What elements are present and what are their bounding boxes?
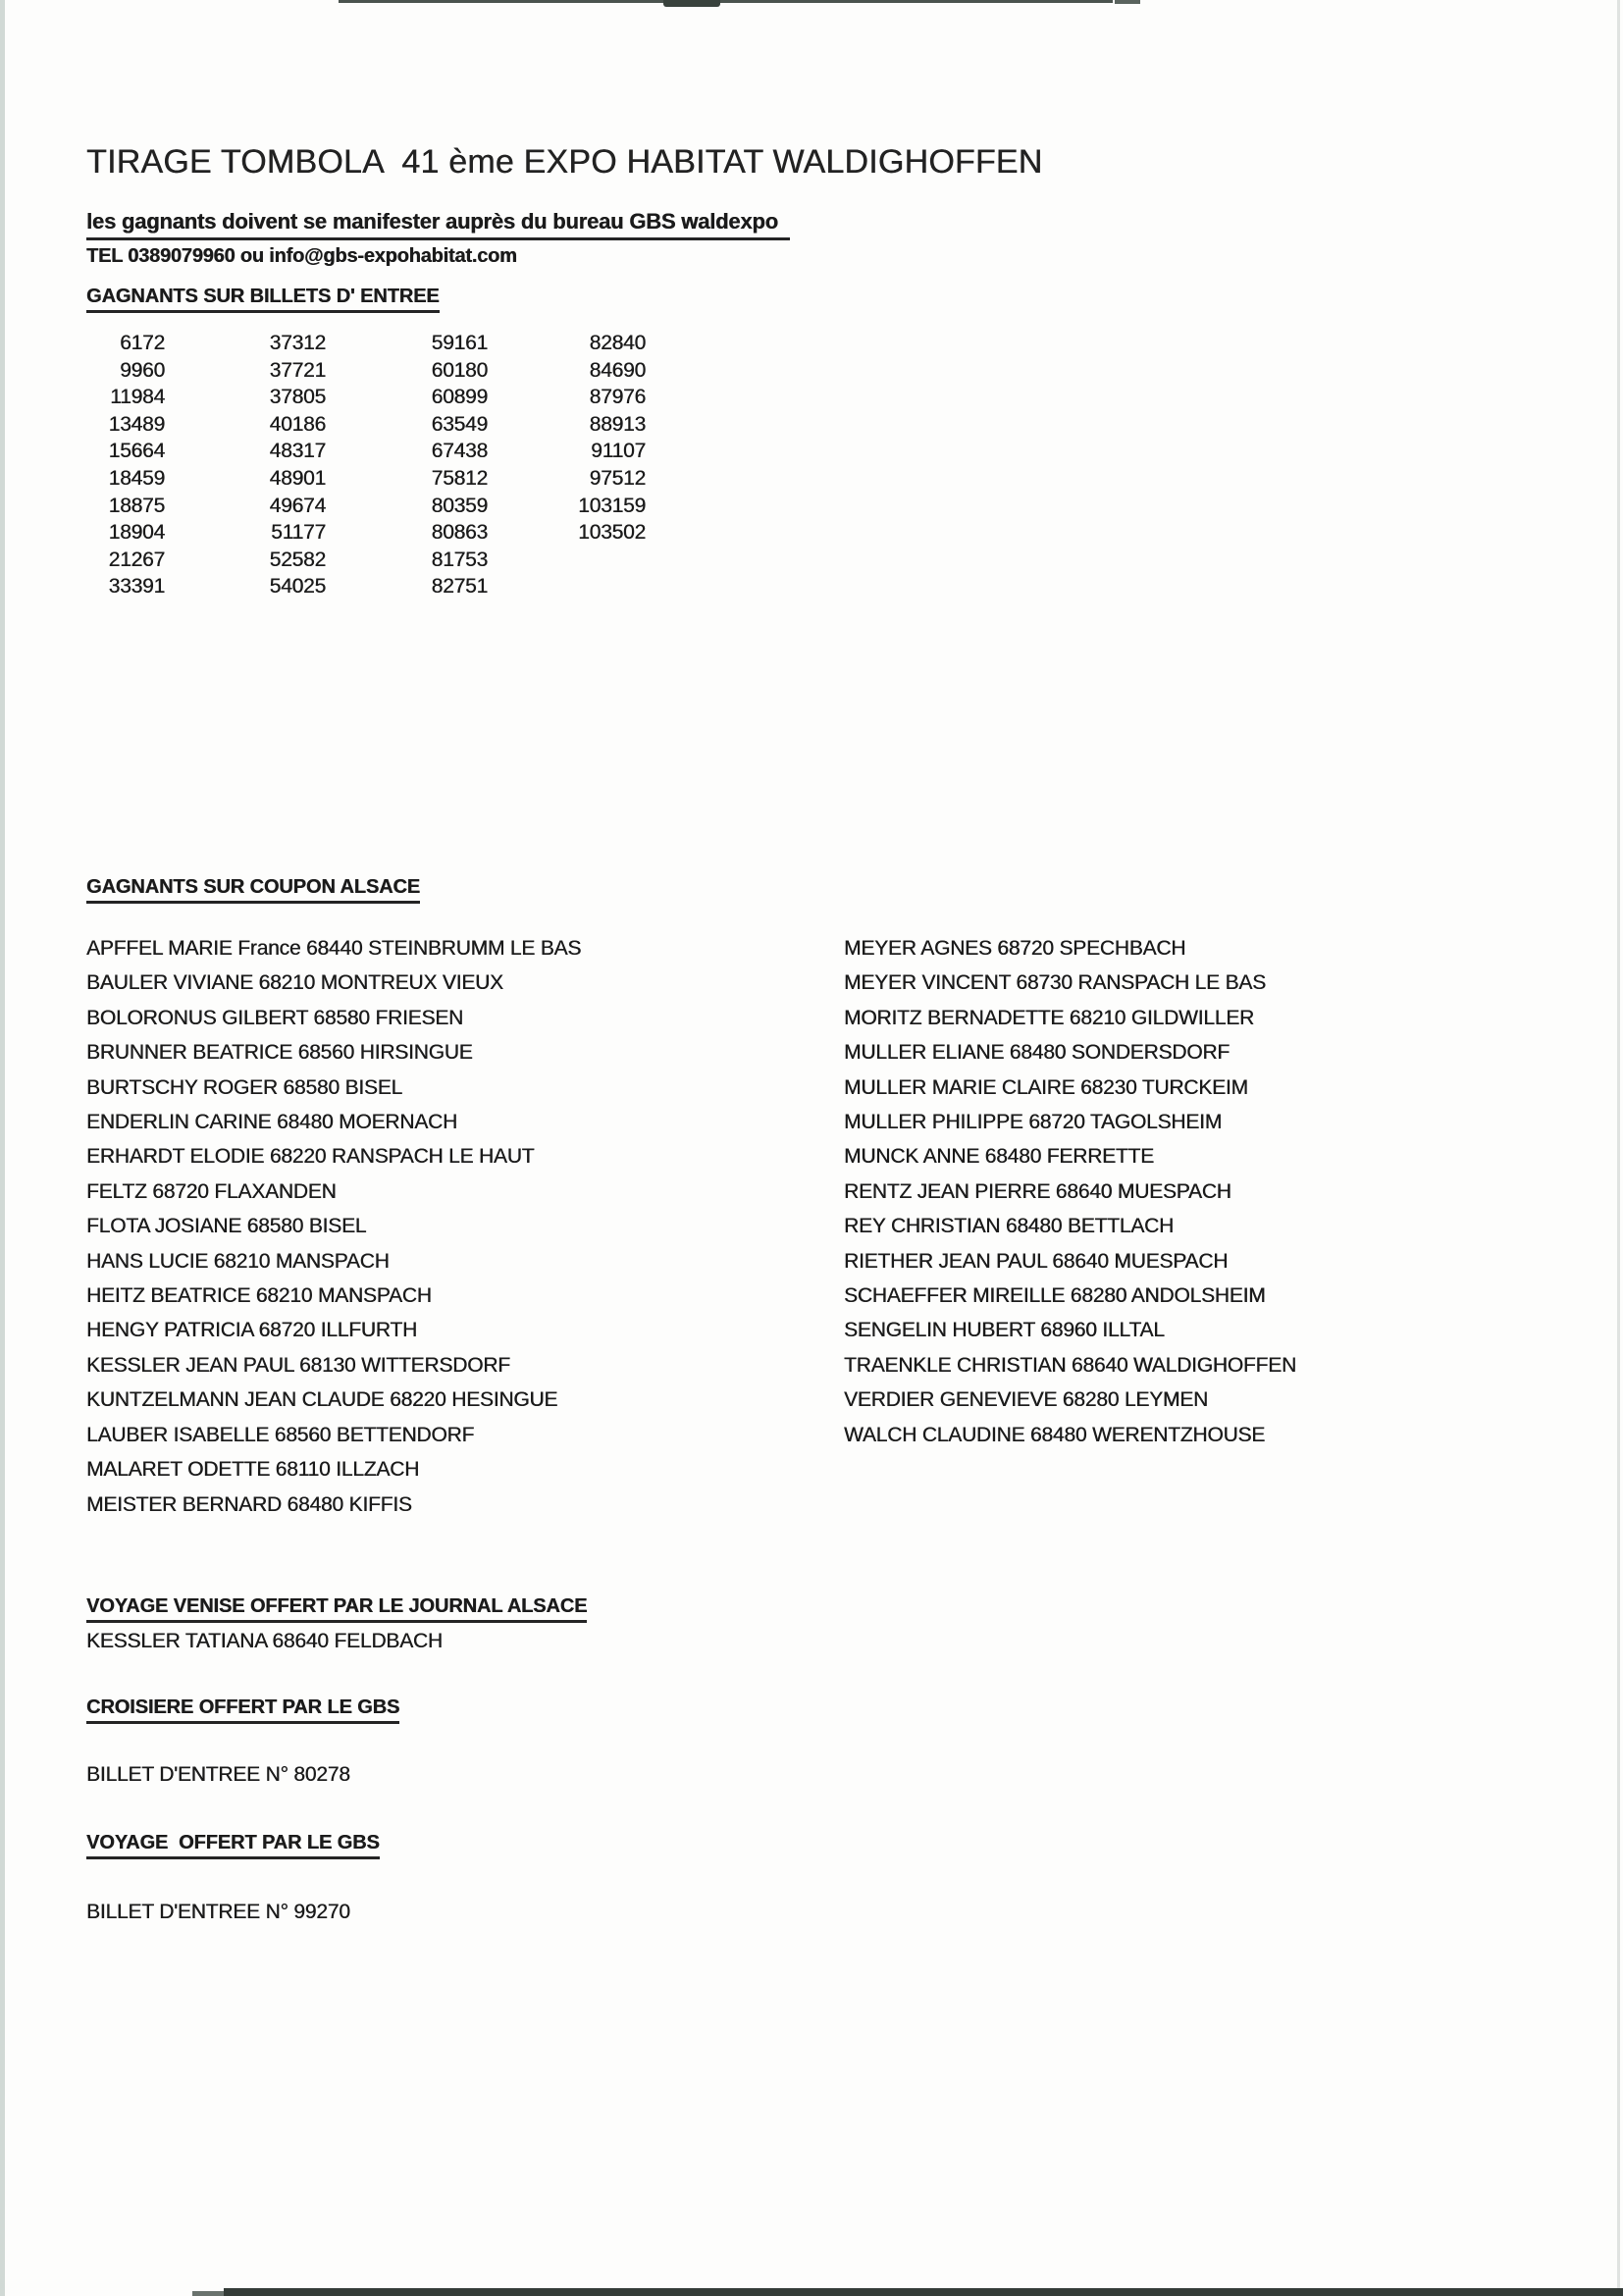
ticket-number: 67438 [431, 440, 488, 463]
coupon-winner: FELTZ 68720 FLAXANDEN [86, 1179, 337, 1203]
ticket-number-column [67, 330, 165, 600]
coupon-winner: MEISTER BERNARD 68480 KIFFIS [86, 1492, 412, 1516]
coupon-winner: ENDERLIN CARINE 68480 MOERNACH [86, 1111, 457, 1134]
coupon-winner: SCHAEFFER MIREILLE 68280 ANDOLSHEIM [844, 1284, 1266, 1308]
ticket-number: 103159 [578, 494, 646, 517]
contact-line: TEL 0389079960 ou info@gbs-expohabitat.com [86, 245, 517, 267]
coupon-winner: REY CHRISTIAN 68480 BETTLACH [844, 1215, 1174, 1238]
ticket-number: 6172 [120, 332, 165, 354]
coupon-winners-right-column [844, 931, 1296, 1452]
coupon-winner: LAUBER ISABELLE 68560 BETTENDORF [86, 1423, 475, 1446]
entry-tickets-heading: GAGNANTS SUR BILLETS D' ENTREE [86, 286, 440, 313]
coupon-winner: WALCH CLAUDINE 68480 WERENTZHOUSE [844, 1423, 1266, 1446]
ticket-number: 59161 [431, 332, 488, 354]
ticket-number: 52582 [269, 548, 326, 571]
page-title: TIRAGE TOMBOLA 41 ème EXPO HABITAT WALDIGHOFFEN [86, 143, 1043, 181]
ticket-number: 84690 [589, 358, 646, 382]
winners-notice: les gagnants doivent se manifester auprès du bureau GBS waldexpo [86, 209, 790, 240]
scan-artifact-top-tick [1115, 0, 1140, 4]
scan-artifact-top-blob [663, 0, 720, 7]
ticket-number-column [228, 330, 326, 600]
ticket-number: 60899 [431, 386, 488, 409]
ticket-number: 63549 [431, 412, 488, 436]
prize-voyage-gbs-winner: BILLET D'ENTREE N° 99270 [86, 1901, 350, 1923]
coupon-winner: KUNTZELMANN JEAN CLAUDE 68220 HESINGUE [86, 1388, 558, 1412]
prize-voyage-gbs-heading: VOYAGE OFFERT PAR LE GBS [86, 1832, 380, 1859]
coupon-winner: HENGY PATRICIA 68720 ILLFURTH [86, 1319, 417, 1342]
scan-artifact-top-line [339, 0, 670, 3]
ticket-number: 37805 [269, 386, 326, 409]
ticket-number: 54025 [269, 575, 326, 599]
ticket-number: 21267 [108, 548, 165, 571]
ticket-number: 48901 [269, 466, 326, 490]
ticket-number-column [548, 330, 646, 547]
ticket-number: 82840 [589, 332, 646, 354]
coupon-winner: MULLER PHILIPPE 68720 TAGOLSHEIM [844, 1111, 1222, 1134]
prize-venise-winner: KESSLER TATIANA 68640 FELDBACH [86, 1630, 443, 1652]
ticket-number: 80359 [431, 494, 488, 517]
ticket-number: 48317 [269, 440, 326, 463]
ticket-number: 18875 [108, 494, 165, 517]
coupon-winner: KESSLER JEAN PAUL 68130 WITTERSDORF [86, 1353, 510, 1377]
coupon-winner: MORITZ BERNADETTE 68210 GILDWILLER [844, 1006, 1254, 1029]
coupon-winner: TRAENKLE CHRISTIAN 68640 WALDIGHOFFEN [844, 1353, 1296, 1377]
ticket-number: 18904 [108, 521, 165, 545]
ticket-number: 60180 [431, 358, 488, 382]
ticket-number: 18459 [108, 466, 165, 490]
ticket-number: 88913 [589, 412, 646, 436]
coupon-winner: BAULER VIVIANE 68210 MONTREUX VIEUX [86, 971, 503, 995]
scan-artifact-right-edge [1617, 0, 1620, 2296]
coupon-winner: MULLER MARIE CLAIRE 68230 TURCKEIM [844, 1075, 1248, 1099]
ticket-number: 75812 [431, 466, 488, 490]
ticket-number: 49674 [269, 494, 326, 517]
coupon-winner: HEITZ BEATRICE 68210 MANSPACH [86, 1284, 432, 1308]
scan-artifact-left-edge [0, 0, 5, 2296]
coupon-winners-left-column [86, 931, 581, 1522]
ticket-number: 51177 [271, 521, 326, 545]
ticket-number: 15664 [108, 440, 165, 463]
ticket-number: 9960 [120, 358, 165, 382]
coupon-winner: RIETHER JEAN PAUL 68640 MUESPACH [844, 1249, 1229, 1273]
ticket-number: 37312 [269, 332, 326, 354]
ticket-number: 91107 [591, 440, 646, 463]
coupon-winner: ERHARDT ELODIE 68220 RANSPACH LE HAUT [86, 1145, 535, 1169]
prize-croisiere-winner: BILLET D'ENTREE N° 80278 [86, 1763, 350, 1786]
scan-artifact-bottom-band [192, 2291, 224, 2296]
coupon-winner: BOLORONUS GILBERT 68580 FRIESEN [86, 1006, 464, 1029]
ticket-number: 11984 [110, 386, 165, 409]
coupon-winner: BURTSCHY ROGER 68580 BISEL [86, 1075, 402, 1099]
ticket-number: 13489 [108, 412, 165, 436]
coupon-winner: MEYER AGNES 68720 SPECHBACH [844, 937, 1186, 960]
coupon-winner: MALARET ODETTE 68110 ILLZACH [86, 1458, 420, 1482]
coupon-winner: MUNCK ANNE 68480 FERRETTE [844, 1145, 1154, 1169]
ticket-number: 103502 [578, 521, 646, 545]
prize-venise-heading: VOYAGE VENISE OFFERT PAR LE JOURNAL ALSACE [86, 1595, 587, 1623]
coupon-winner: MEYER VINCENT 68730 RANSPACH LE BAS [844, 971, 1266, 995]
coupon-winner: VERDIER GENEVIEVE 68280 LEYMEN [844, 1388, 1208, 1412]
coupon-winner: SENGELIN HUBERT 68960 ILLTAL [844, 1319, 1165, 1342]
coupon-winner: APFFEL MARIE France 68440 STEINBRUMM LE BAS [86, 937, 582, 960]
ticket-number: 81753 [431, 548, 488, 571]
scan-artifact-bottom-band [224, 2288, 1623, 2296]
coupon-winner: BRUNNER BEATRICE 68560 HIRSINGUE [86, 1041, 473, 1065]
ticket-number: 37721 [269, 358, 326, 382]
ticket-number: 40186 [269, 412, 326, 436]
coupon-winner: FLOTA JOSIANE 68580 BISEL [86, 1215, 367, 1238]
coupon-winner: RENTZ JEAN PIERRE 68640 MUESPACH [844, 1179, 1231, 1203]
ticket-number: 33391 [108, 575, 165, 599]
ticket-number: 87976 [589, 386, 646, 409]
ticket-number-column [390, 330, 488, 600]
coupon-winner: MULLER ELIANE 68480 SONDERSDORF [844, 1041, 1230, 1065]
ticket-number: 80863 [431, 521, 488, 545]
coupon-alsace-heading: GAGNANTS SUR COUPON ALSACE [86, 876, 420, 904]
ticket-number: 97512 [589, 466, 646, 490]
ticket-number: 82751 [431, 575, 488, 599]
coupon-winner: HANS LUCIE 68210 MANSPACH [86, 1249, 390, 1273]
prize-croisiere-heading: CROISIERE OFFERT PAR LE GBS [86, 1696, 399, 1724]
scan-artifact-top-line [720, 0, 1113, 3]
